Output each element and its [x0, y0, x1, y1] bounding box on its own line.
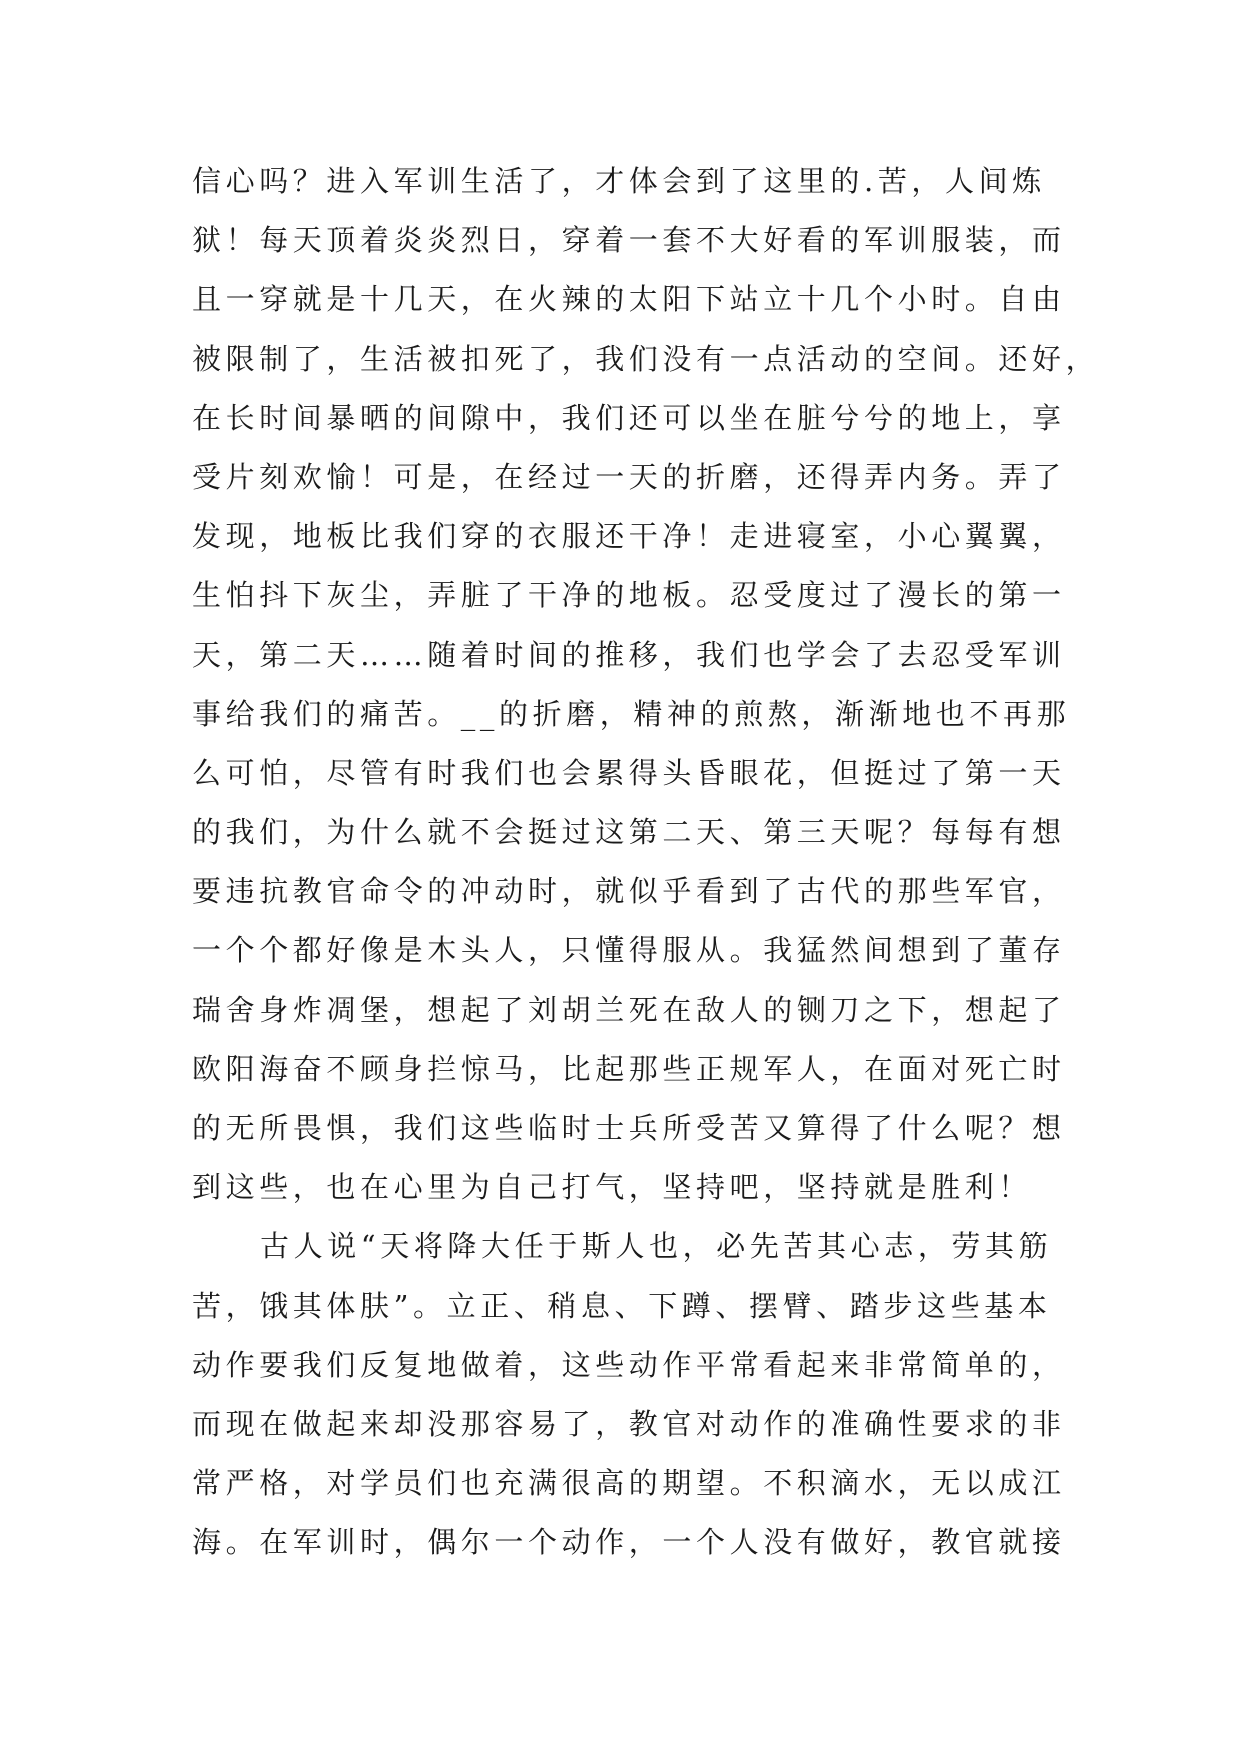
text-line: 生怕抖下灰尘，弄脏了干净的地板。忍受度过了漫长的第一 — [192, 578, 1066, 613]
text-line: 瑞舍身炸凋堡，想起了刘胡兰死在敌人的铡刀之下，想起了 — [192, 992, 1066, 1027]
text-line: 发现，地板比我们穿的衣服还干净！走进寝室，小心翼翼， — [192, 519, 1066, 554]
text-line: 受片刻欢愉！可是，在经过一天的折磨，还得弄内务。弄了 — [192, 459, 1066, 494]
text-line: 海。在军训时，偶尔一个动作，一个人没有做好，教官就接 — [192, 1525, 1066, 1560]
text-line: 么可怕，尽管有时我们也会累得头昏眼花，但挺过了第一天 — [192, 755, 1066, 790]
text-line: 事给我们的痛苦。__的折磨，精神的煎熬，渐渐地也不再那 — [192, 696, 1071, 731]
text-line: 欧阳海奋不顾身拦惊马，比起那些正规军人，在面对死亡时 — [192, 1051, 1066, 1086]
text-line: 一个个都好像是木头人，只懂得服从。我猛然间想到了董存 — [192, 933, 1066, 968]
text-line: 在长时间暴晒的间隙中，我们还可以坐在脏兮兮的地上，享 — [192, 400, 1066, 435]
paragraph-start-line: 古人说“天将降大任于斯人也，必先苦其心志，劳其筋 — [260, 1229, 1053, 1264]
text-line: 的无所畏惧，我们这些临时士兵所受苦又算得了什么呢？想 — [192, 1111, 1066, 1145]
text-line: 而现在做起来却没那容易了，教官对动作的准确性要求的非 — [192, 1406, 1066, 1441]
text-line: 狱！每天顶着炎炎烈日，穿着一套不大好看的军训服装，而 — [192, 223, 1066, 258]
text-line: 动作要我们反复地做着，这些动作平常看起来非常简单的， — [192, 1347, 1066, 1382]
body-text — [192, 152, 1100, 1573]
text-line: 信心吗？进入军训生活了，才体会到了这里的.苦，人间炼 — [192, 164, 1046, 198]
text-line: 常严格，对学员们也充满很高的期望。不积滴水，无以成江 — [192, 1466, 1066, 1501]
text-line: 要违抗教官命令的冲动时，就似乎看到了古代的那些军官， — [192, 874, 1066, 909]
text-line: 的我们，为什么就不会挺过这第二天、第三天呢？每每有想 — [192, 815, 1066, 850]
text-line: 苦，饿其体肤”。立正、稍息、下蹲、摆臂、踏步这些基本 — [192, 1288, 1052, 1323]
text-line: 天，第二天……随着时间的推移，我们也学会了去忍受军训 — [192, 637, 1066, 672]
text-line: 且一穿就是十几天，在火辣的太阳下站立十几个小时。自由 — [192, 282, 1066, 317]
text-line: 被限制了，生活被扣死了，我们没有一点活动的空间。还好， — [192, 341, 1100, 376]
text-line: 到这些，也在心里为自己打气，坚持吧，坚持就是胜利！ — [192, 1170, 1033, 1205]
